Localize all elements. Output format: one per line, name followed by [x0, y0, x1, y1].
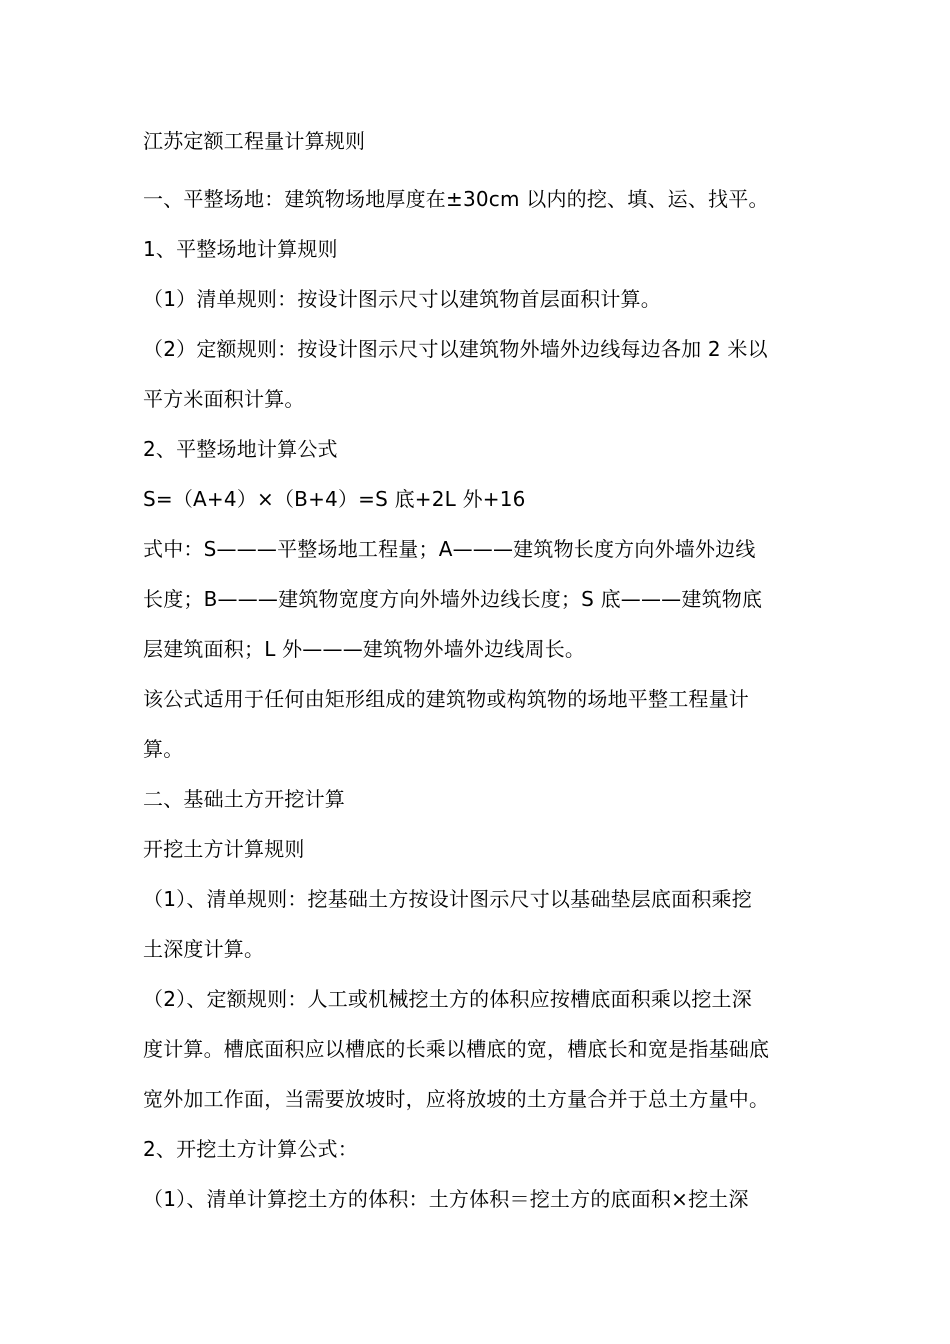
text-line: （2）、定额规则：人工或机械挖土方的体积应按槽底面积乘以挖土深 [143, 987, 752, 1011]
formula-line: S=（A+4）×（B+4）=S 底+2L 外+16 [143, 487, 526, 511]
text-line: 该公式适用于任何由矩形组成的建筑物或构筑物的场地平整工程量计 [143, 687, 749, 711]
text-line: 式中：S———平整场地工程量；A———建筑物长度方向外墙外边线 [143, 537, 756, 561]
text-line: 平方米面积计算。 [143, 387, 305, 411]
text-line: （1）、清单计算挖土方的体积：土方体积＝挖土方的底面积×挖土深 [143, 1187, 749, 1211]
text-line: （2）定额规则：按设计图示尺寸以建筑物外墙外边线每边各加 2 米以 [143, 337, 768, 361]
section-heading: 二、基础土方开挖计算 [143, 787, 345, 811]
text-line: 长度；B———建筑物宽度方向外墙外边线长度；S 底———建筑物底 [143, 587, 763, 611]
text-line: （1）、清单规则：挖基础土方按设计图示尺寸以基础垫层底面积乘挖 [143, 887, 752, 911]
text-line: 度计算。槽底面积应以槽底的长乘以槽底的宽，槽底长和宽是指基础底 [143, 1037, 770, 1061]
text-line: 2、平整场地计算公式 [143, 437, 338, 461]
text-line: 宽外加工作面，当需要放坡时，应将放坡的土方量合并于总土方量中。 [143, 1087, 770, 1111]
text-line: 一、平整场地：建筑物场地厚度在±30cm 以内的挖、填、运、找平。 [143, 187, 769, 211]
text-line: 层建筑面积；L 外———建筑物外墙外边线周长。 [143, 637, 586, 661]
text-line: 算。 [143, 737, 184, 761]
text-line: 2、开挖土方计算公式： [143, 1137, 358, 1161]
text-line: （1）清单规则：按设计图示尺寸以建筑物首层面积计算。 [143, 287, 661, 311]
text-line: 1、平整场地计算规则 [143, 237, 338, 261]
text-line: 土深度计算。 [143, 937, 265, 961]
text-line: 开挖土方计算规则 [143, 837, 305, 861]
document-title: 江苏定额工程量计算规则 [143, 129, 366, 153]
